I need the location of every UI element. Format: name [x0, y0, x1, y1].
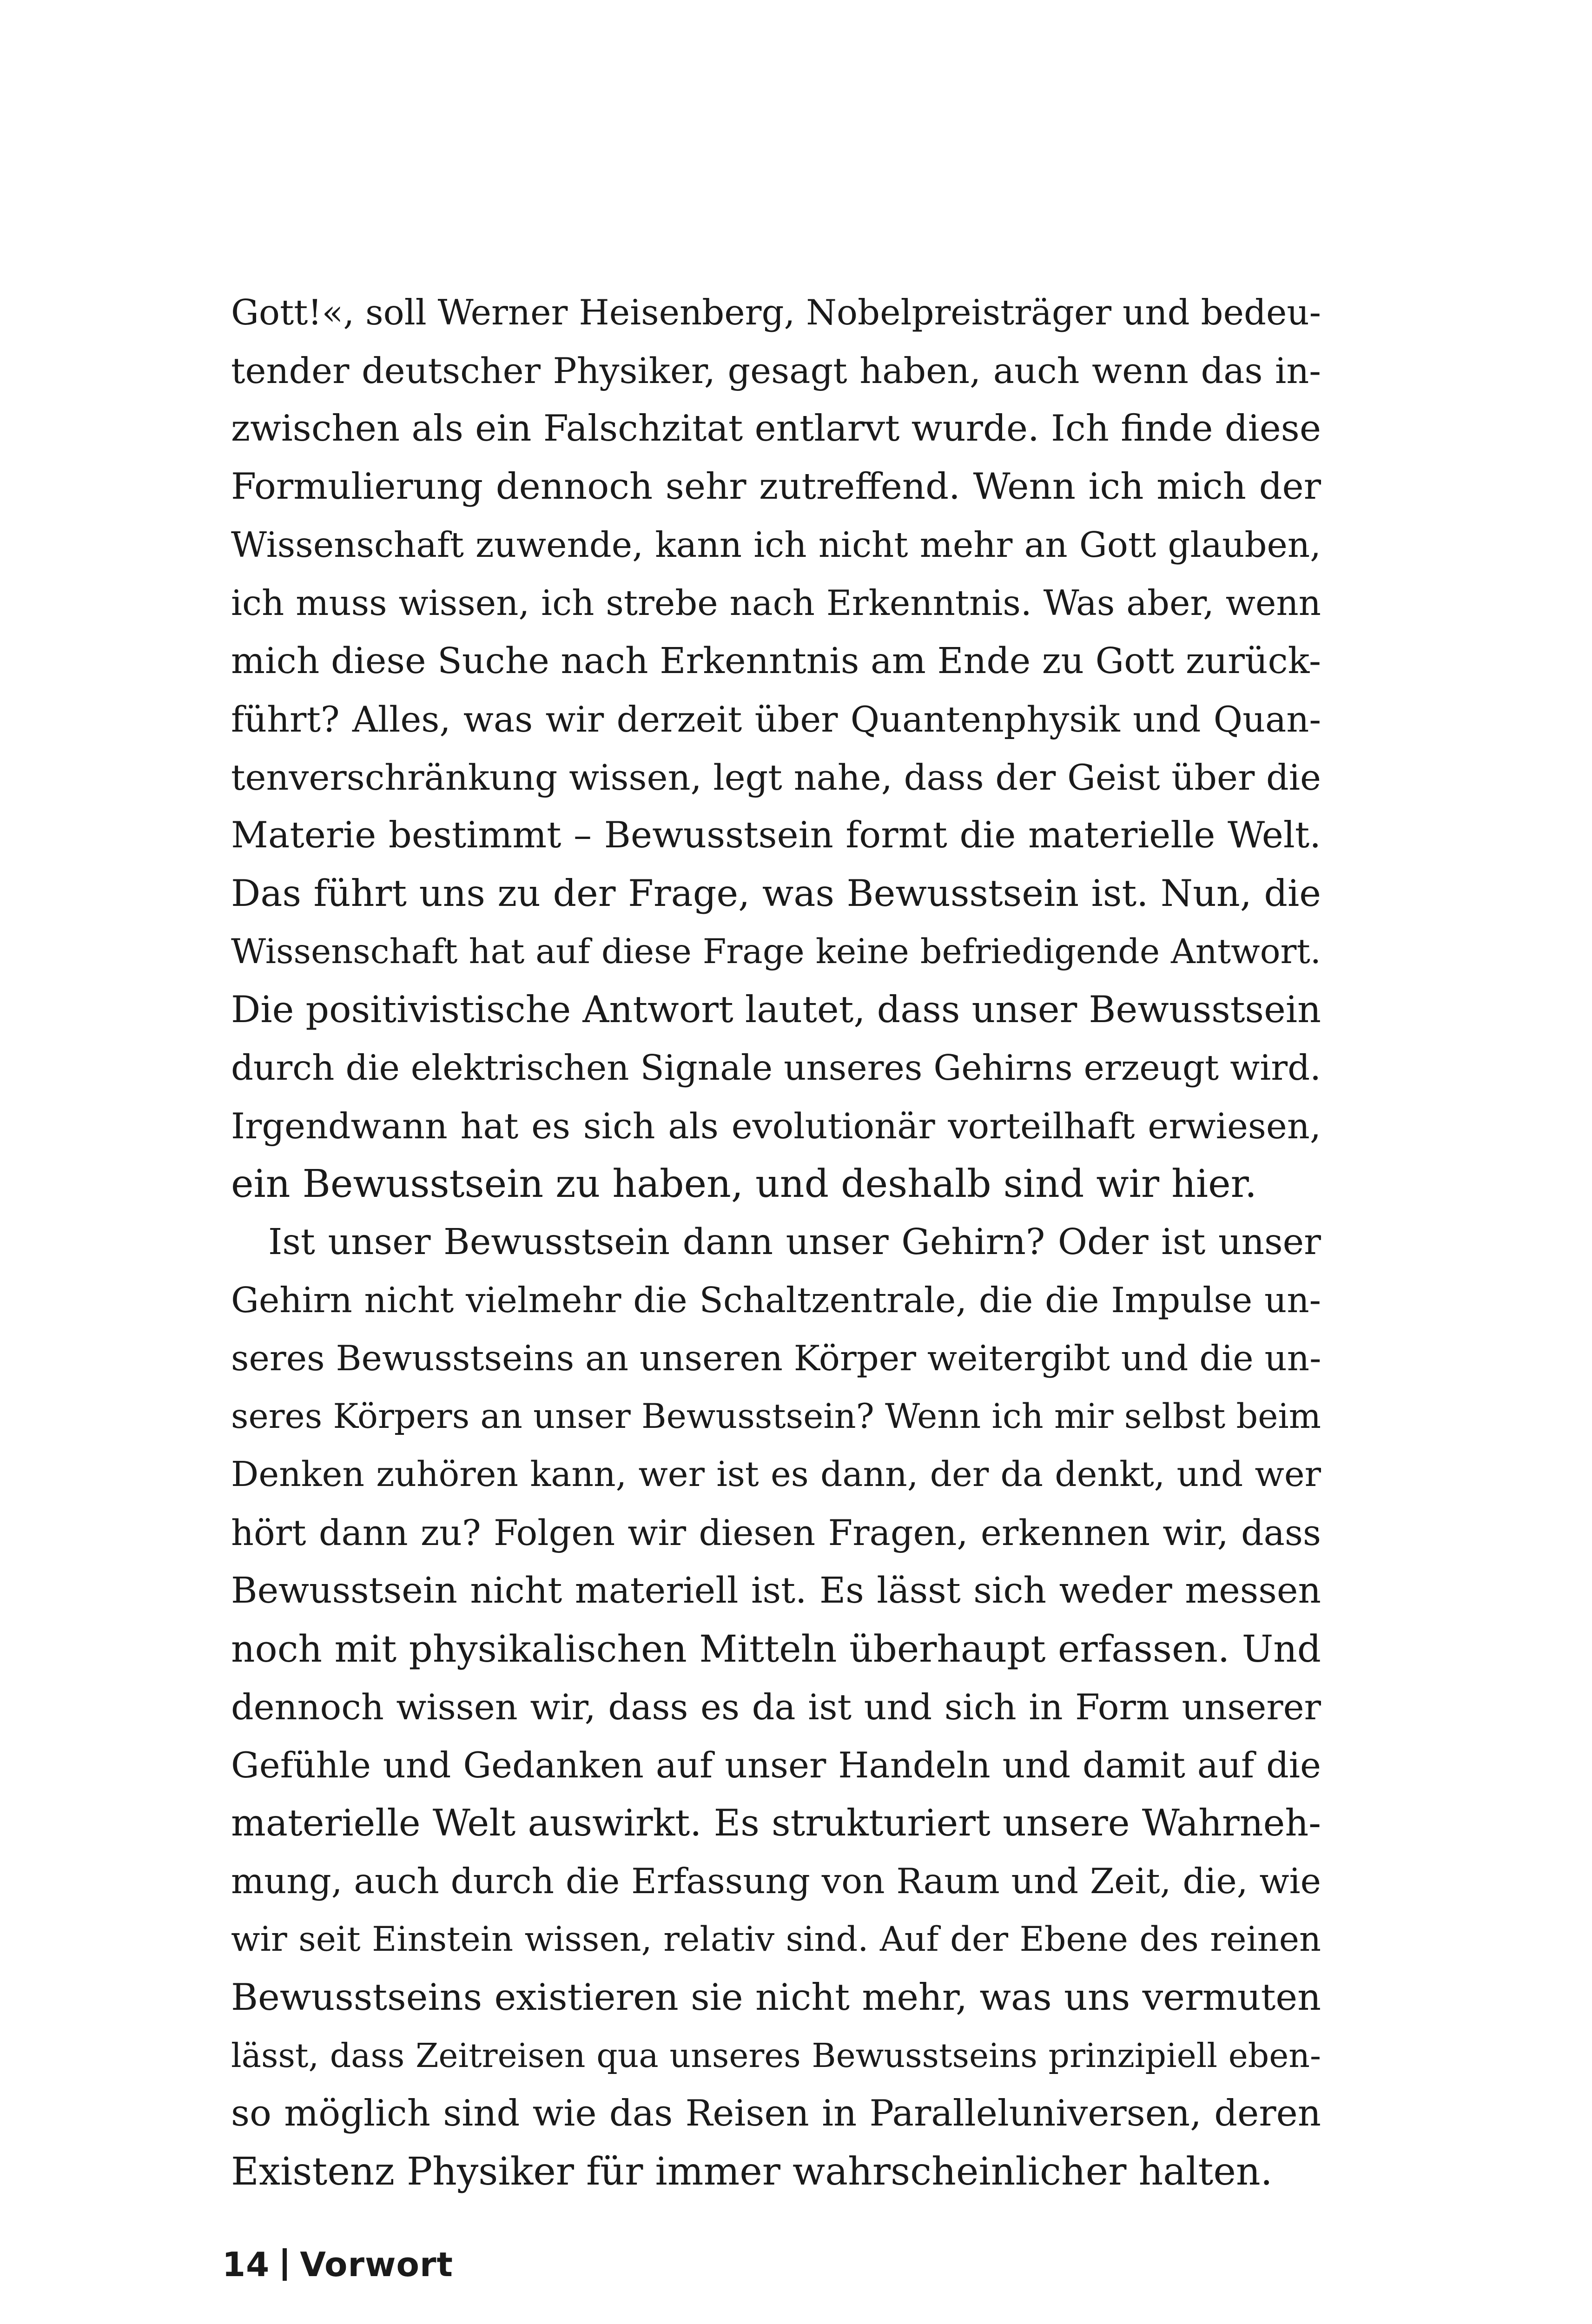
text-line: Irgendwann hat es sich als evolutionär vorteilhaft erwiesen,: [231, 1105, 1321, 1147]
text-line: seres Körpers an unser Bewusstsein? Wenn ich mir selbst beim: [231, 1397, 1321, 1436]
text-line: Bewusstsein nicht materiell ist. Es lässt sich weder messen: [231, 1570, 1321, 1611]
text-line: hört dann zu? Folgen wir diesen Fragen, erkennen wir, dass: [231, 1512, 1321, 1553]
page-footer: [222, 2245, 453, 2284]
text-line: dennoch wissen wir, dass es da ist und sich in Form unserer: [231, 1686, 1321, 1728]
text-line: Gefühle und Gedanken auf unser Handeln und damit auf die: [231, 1744, 1321, 1786]
text-line: ein Bewusstsein zu haben, und deshalb sind wir hier.: [231, 1162, 1257, 1206]
text-line: Wissenschaft hat auf diese Frage keine befriedigende Antwort.: [231, 932, 1321, 971]
section-title: Vorwort: [300, 2245, 453, 2284]
text-line: Materie bestimmt – Bewusstsein formt die materielle Welt.: [231, 814, 1321, 856]
text-line: Gott!«, soll Werner Heisenberg, Nobelpreisträger und bedeu-: [231, 292, 1321, 333]
text-line: Existenz Physiker für immer wahrscheinlicher halten.: [231, 2150, 1273, 2194]
body-text: [231, 284, 1321, 2201]
text-line: noch mit physikalischen Mitteln überhaupt erfassen. Und: [231, 1627, 1321, 1670]
text-line: Gehirn nicht vielmehr die Schaltzentrale, die die Impulse un-: [231, 1280, 1321, 1320]
text-line: Formulierung dennoch sehr zutreffend. Wenn ich mich der: [231, 466, 1321, 508]
text-line: materielle Welt auswirkt. Es strukturiert unsere Wahrneh-: [231, 1802, 1321, 1844]
text-line: tenverschränkung wissen, legt nahe, dass der Geist über die: [231, 757, 1321, 798]
text-line: Ist unser Bewusstsein dann unser Gehirn? Oder ist unser: [268, 1221, 1321, 1263]
text-line: lässt, dass Zeitreisen qua unseres Bewusstseins prinzipiell eben-: [231, 2036, 1321, 2075]
page-number: 14: [222, 2245, 270, 2284]
text-line: tender deutscher Physiker, gesagt haben, auch wenn das in-: [231, 350, 1321, 391]
text-line: ich muss wissen, ich strebe nach Erkenntnis. Was aber, wenn: [231, 582, 1321, 623]
text-line: Das führt uns zu der Frage, was Bewusstsein ist. Nun, die: [231, 872, 1321, 915]
text-line: zwischen als ein Falschzitat entlarvt wurde. Ich finde diese: [231, 408, 1321, 449]
text-line: führt? Alles, was wir derzeit über Quantenphysik und Quan-: [231, 699, 1321, 740]
text-line: durch die elektrischen Signale unseres Gehirns erzeugt wird.: [231, 1047, 1321, 1088]
footer-divider: [283, 2248, 287, 2281]
text-line: mung, auch durch die Erfassung von Raum und Zeit, die, wie: [231, 1861, 1321, 1901]
text-line: Die positivistische Antwort lautet, dass unser Bewusstsein: [231, 988, 1321, 1031]
text-line: seres Bewusstseins an unseren Körper weitergibt und die un-: [231, 1338, 1321, 1379]
text-line: so möglich sind wie das Reisen in Paralleluniversen, deren: [231, 2093, 1321, 2134]
text-line: Wissenschaft zuwende, kann ich nicht mehr an Gott glauben,: [231, 524, 1321, 565]
text-line: mich diese Suche nach Erkenntnis am Ende zu Gott zurück-: [231, 640, 1321, 682]
text-line: wir seit Einstein wissen, relativ sind. Auf der Ebene des reinen: [231, 1920, 1321, 1959]
text-line: Bewusstseins existieren sie nicht mehr, was uns vermuten: [231, 1976, 1321, 2019]
text-line: Denken zuhören kann, wer ist es dann, der da denkt, und wer: [231, 1454, 1321, 1494]
